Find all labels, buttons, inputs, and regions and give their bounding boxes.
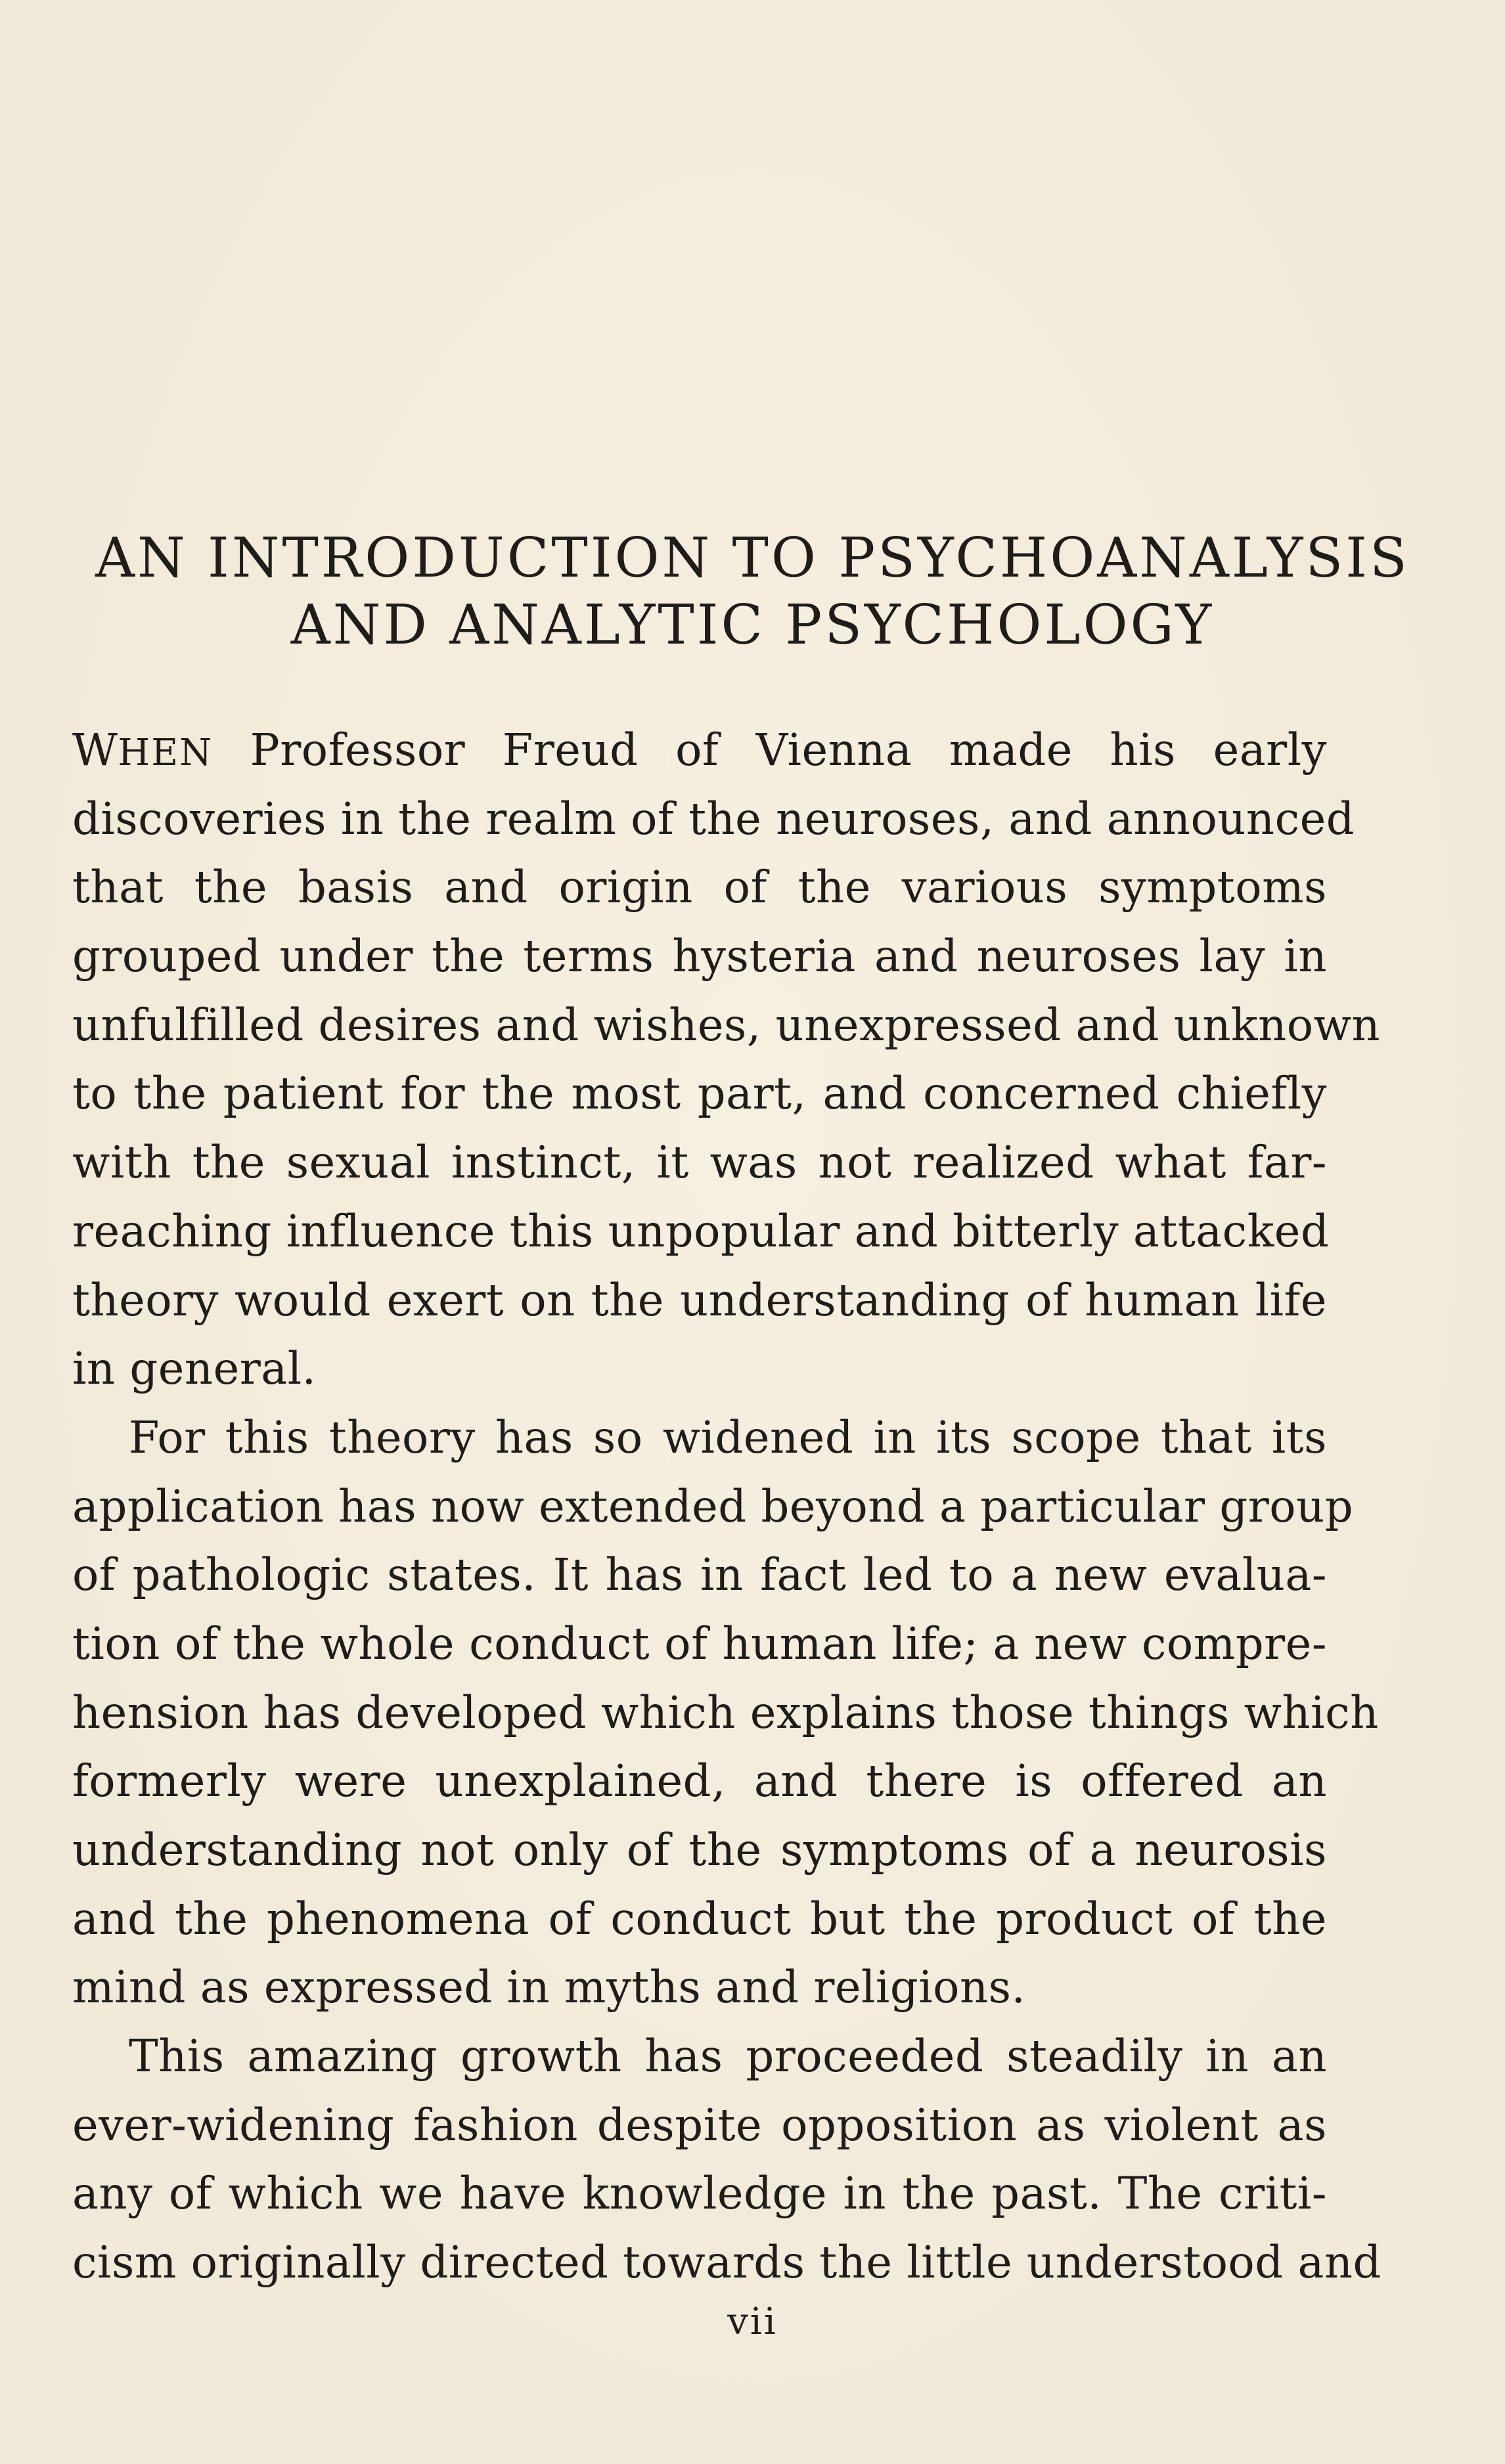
text-line: of pathologic states. It has in fact led to a new evalua-	[72, 1549, 1327, 1601]
text-line: reaching influence this unpopular and bitterly attacked	[72, 1205, 1330, 1257]
text-line: mind as expressed in myths and religions.	[72, 1962, 1026, 2013]
drop-cap: W	[72, 724, 118, 776]
text-line: theory would exert on the understanding of human life	[72, 1274, 1327, 1326]
text-line: WHEN Professor Freud of Vienna made his early	[72, 724, 1327, 776]
text-line: hension has developed which explains those things which	[72, 1686, 1379, 1738]
text-line: to the patient for the most part, and concerned chiefly	[72, 1068, 1327, 1120]
text-line: This amazing growth has proceeded steadily in an	[129, 2031, 1327, 2082]
text-line: unfulfilled desires and wishes, unexpressed and unknown	[72, 999, 1381, 1051]
body-text	[72, 716, 1381, 2297]
text-line: in general.	[72, 1343, 317, 1395]
text-line: understanding not only of the symptoms of a neurosis	[72, 1824, 1327, 1876]
text-line: grouped under the terms hysteria and neuroses lay in	[72, 931, 1327, 982]
text-line: ever-widening fashion despite opposition as violent as	[72, 2099, 1327, 2151]
text-line: For this theory has so widened in its scope that its	[129, 1411, 1327, 1463]
text-line: cism originally directed towards the little understood and	[72, 2237, 1381, 2289]
chapter-title-line-1: AN INTRODUCTION TO PSYCHOANALYSIS	[95, 526, 1410, 590]
text-line: that the basis and origin of the various symptoms	[72, 862, 1327, 913]
page-number: vii	[727, 2300, 778, 2343]
text-line: any of which we have knowledge in the past. The criti-	[72, 2168, 1327, 2220]
small-caps-word: HEN	[118, 732, 213, 774]
text-line: tion of the whole conduct of human life; a new compre-	[72, 1617, 1327, 1669]
text-line: discoveries in the realm of the neuroses, and announced	[72, 793, 1355, 845]
text-line: with the sexual instinct, it was not realized what far-	[72, 1137, 1327, 1189]
chapter-title-line-2: AND ANALYTIC PSYCHOLOGY	[290, 593, 1215, 657]
text-line: formerly were unexplained, and there is offered an	[72, 1755, 1327, 1807]
text-line: application has now extended beyond a particular group	[72, 1480, 1354, 1532]
text-line: and the phenomena of conduct but the product of the	[72, 1893, 1327, 1945]
